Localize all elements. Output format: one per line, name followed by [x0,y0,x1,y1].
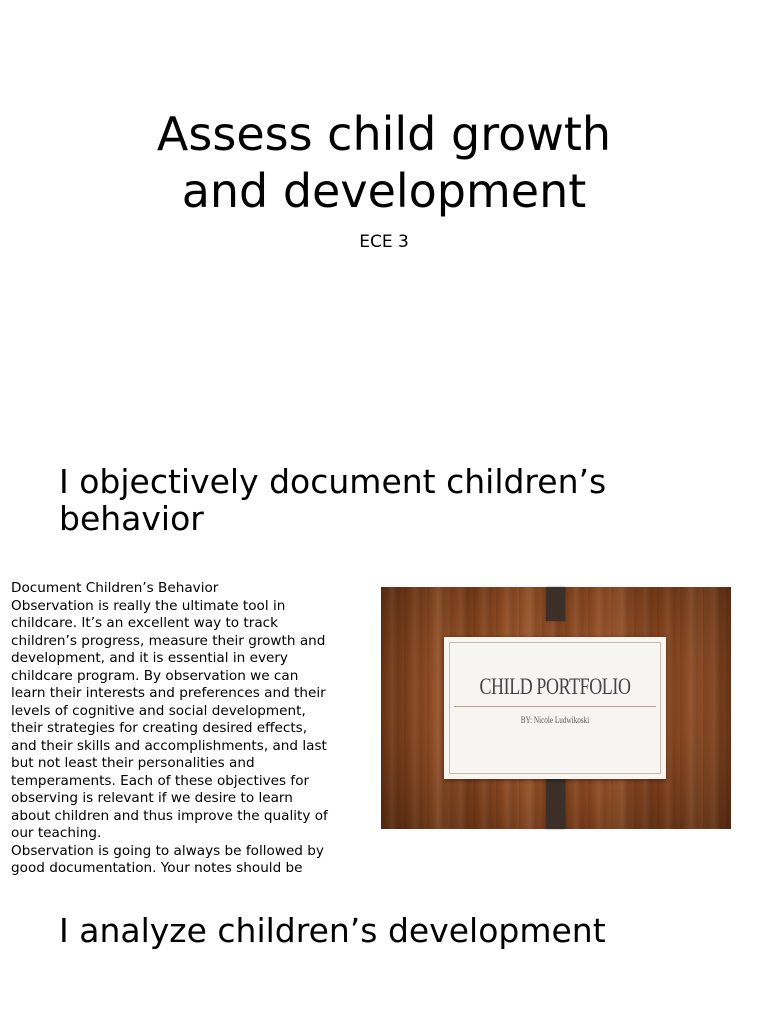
body-line: learn their interests and preferences and their [11,685,326,701]
strap-top [546,587,565,621]
card-byline: BY: Nicole Ludwikoski [520,715,590,725]
body-line: Observation is going to always be followed by [11,842,324,859]
body-line: Document Children’s Behavior [11,580,219,596]
portfolio-image [381,587,731,829]
body-line: but not least their personalities and [11,755,255,771]
document-title [0,106,768,220]
heading-line: behavior [59,499,204,538]
card-border [449,642,661,774]
heading-line: I objectively document children’s [59,462,607,501]
body-line: good documentation. Your notes should be [11,860,303,876]
section-heading-document-behavior [59,463,739,537]
title-line: Assess child growth [156,107,612,161]
section-heading-analyze-development: I analyze children’s development [59,911,606,950]
portfolio-card [444,637,666,779]
body-line: our teaching. [11,825,102,841]
body-line: their strategies for creating desired effects, [11,720,308,736]
body-line: levels of cognitive and social development, [11,702,306,719]
subtitle: ECE 3 [359,232,409,252]
body-line: and their skills and accomplishments, and last [11,737,327,754]
body-line: childcare program. By observation we can [11,667,299,684]
strap-bottom [546,773,565,829]
body-line: temperaments. Each of these objectives for [11,772,310,789]
title-slide [0,0,768,420]
body-text [11,580,351,876]
card-title: CHILD PORTFOLIO [479,674,631,699]
body-line: observing is relevant if we desire to learn [11,790,293,806]
body-line: Observation is really the ultimate tool in [11,597,286,614]
body-line: about children and thus improve the quality of [11,807,328,824]
body-line: children’s progress, measure their growth and [11,632,326,649]
title-line: and development [181,164,587,218]
card-divider [454,706,656,707]
body-line: childcare. It’s an excellent way to track [11,615,279,631]
body-line: development, and it is essential in every [11,650,288,666]
